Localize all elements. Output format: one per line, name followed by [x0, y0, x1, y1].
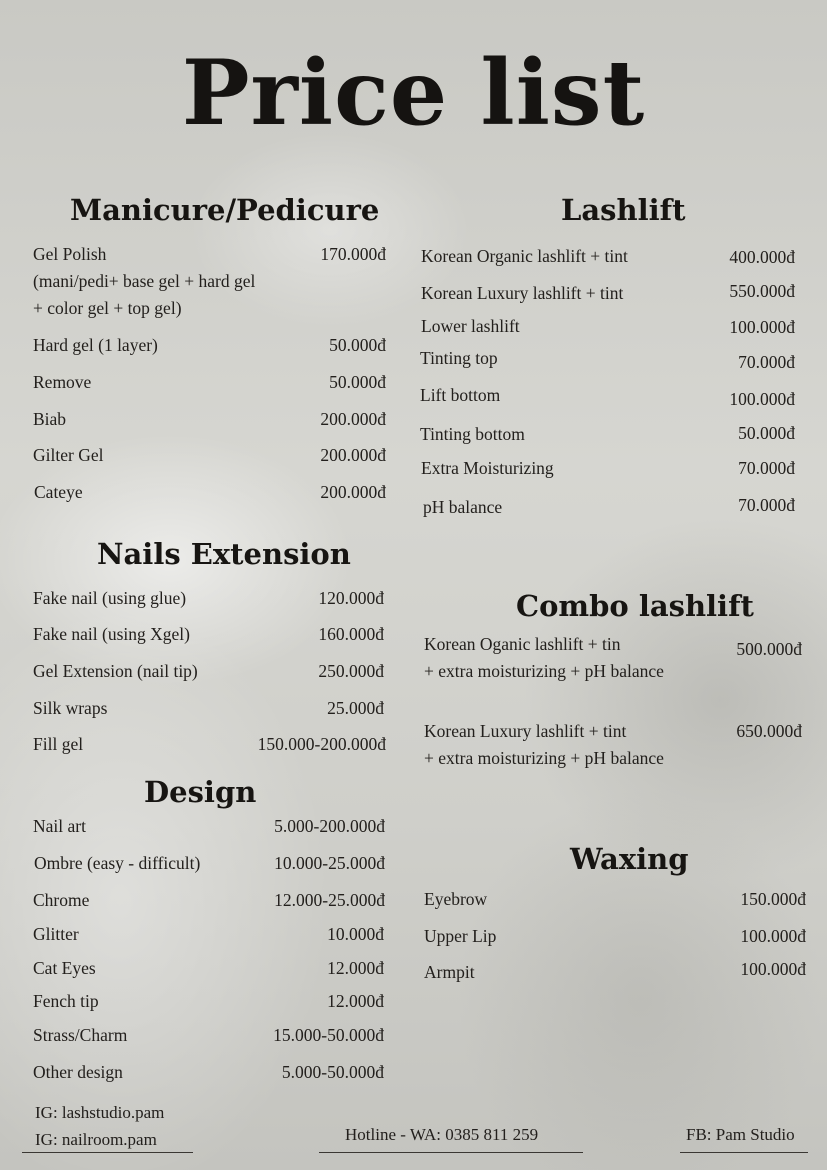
- design-item-price: 10.000đ: [327, 924, 384, 944]
- manicure-item-name: Cateye: [34, 482, 83, 502]
- combo-section-title: Combo lashlift: [516, 589, 754, 623]
- lashlift-item-price: 100.000đ: [729, 389, 795, 409]
- gel-polish-detail: + color gel + top gel): [33, 298, 182, 318]
- instagram-nail-handle: IG: nailroom.pam: [35, 1130, 157, 1149]
- design-item-name: Other design: [33, 1062, 123, 1082]
- design-item-price: 5.000-200.000đ: [274, 816, 385, 836]
- gel-polish-detail: (mani/pedi+ base gel + hard gel: [33, 271, 256, 291]
- manicure-item-name: Gilter Gel: [33, 445, 104, 465]
- waxing-item-price: 100.000đ: [740, 926, 806, 946]
- manicure-item-name: Gel Polish: [33, 244, 107, 264]
- extension-section-title: Nails Extension: [97, 537, 351, 571]
- design-item-price: 15.000-50.000đ: [273, 1025, 384, 1045]
- combo-item-name: Korean Oganic lashlift + tin: [424, 634, 621, 654]
- extension-item-name: Fake nail (using glue): [33, 588, 187, 608]
- combo-item-price: 500.000đ: [736, 639, 802, 659]
- footer-underline: [680, 1152, 808, 1153]
- waxing-item-price: 150.000đ: [740, 889, 806, 909]
- waxing-section-title: Waxing: [570, 842, 689, 876]
- waxing-item-name: Armpit: [424, 962, 475, 982]
- lashlift-item-name: Korean Organic lashlift + tint: [421, 246, 628, 266]
- lashlift-item-name: Tinting bottom: [420, 424, 525, 444]
- lashlift-item-price: 400.000đ: [729, 247, 795, 267]
- footer-underline: [319, 1152, 583, 1153]
- design-item-price: 12.000-25.000đ: [274, 890, 385, 910]
- lashlift-item-name: pH balance: [423, 497, 503, 517]
- combo-item-detail: + extra moisturizing + pH balance: [424, 748, 664, 768]
- manicure-item-price: 170.000đ: [320, 244, 386, 264]
- page-title: Price list: [181, 40, 646, 146]
- design-item-name: Ombre (easy - difficult): [34, 853, 201, 873]
- design-item-price: 5.000-50.000đ: [281, 1062, 384, 1082]
- extension-item-price: 120.000đ: [318, 588, 384, 608]
- lashlift-item-price: 550.000đ: [729, 281, 795, 301]
- extension-item-price: 250.000đ: [318, 661, 384, 681]
- design-item-price: 12.000đ: [327, 991, 384, 1011]
- combo-item-detail: + extra moisturizing + pH balance: [424, 661, 664, 681]
- design-item-name: Fench tip: [33, 991, 99, 1011]
- extension-item-name: Fake nail (using Xgel): [33, 624, 190, 644]
- manicure-item-name: Biab: [33, 409, 67, 429]
- extension-item-name: Silk wraps: [33, 698, 108, 718]
- hotline-text: Hotline - WA: 0385 811 259: [345, 1125, 539, 1144]
- lashlift-item-price: 100.000đ: [729, 317, 795, 337]
- lashlift-item-price: 50.000đ: [738, 423, 795, 443]
- waxing-item-name: Upper Lip: [424, 926, 497, 946]
- extension-item-price: 150.000-200.000đ: [257, 734, 386, 754]
- footer-underline: [22, 1152, 193, 1153]
- design-item-price: 12.000đ: [327, 958, 384, 978]
- extension-item-name: Fill gel: [33, 734, 84, 754]
- combo-item-price: 650.000đ: [736, 721, 802, 741]
- lashlift-item-name: Korean Luxury lashlift + tint: [421, 283, 624, 303]
- lashlift-item-price: 70.000đ: [738, 495, 795, 515]
- manicure-item-price: 50.000đ: [329, 372, 386, 392]
- lashlift-item-name: Lower lashlift: [421, 316, 520, 336]
- manicure-item-price: 200.000đ: [320, 482, 386, 502]
- lashlift-item-name: Tinting top: [420, 348, 498, 368]
- extension-item-price: 25.000đ: [327, 698, 384, 718]
- lashlift-item-price: 70.000đ: [738, 352, 795, 372]
- design-item-price: 10.000-25.000đ: [274, 853, 385, 873]
- extension-item-price: 160.000đ: [318, 624, 384, 644]
- manicure-item-price: 50.000đ: [329, 335, 386, 355]
- manicure-item-name: Remove: [33, 372, 92, 392]
- lashlift-item-name: Lift bottom: [420, 385, 501, 405]
- lashlift-section-title: Lashlift: [561, 193, 686, 227]
- lashlift-item-name: Extra Moisturizing: [421, 458, 554, 478]
- combo-item-name: Korean Luxury lashlift + tint: [424, 721, 627, 741]
- design-item-name: Cat Eyes: [33, 958, 96, 978]
- waxing-item-name: Eyebrow: [424, 889, 488, 909]
- waxing-item-price: 100.000đ: [740, 959, 806, 979]
- extension-item-name: Gel Extension (nail tip): [33, 661, 198, 681]
- manicure-item-price: 200.000đ: [320, 445, 386, 465]
- manicure-item-name: Hard gel (1 layer): [33, 335, 158, 355]
- design-item-name: Nail art: [33, 816, 86, 836]
- lashlift-item-price: 70.000đ: [738, 458, 795, 478]
- design-item-name: Strass/Charm: [33, 1025, 128, 1045]
- instagram-lash-handle: IG: lashstudio.pam: [35, 1103, 165, 1122]
- design-section-title: Design: [144, 775, 257, 809]
- design-item-name: Glitter: [33, 924, 79, 944]
- facebook-handle: FB: Pam Studio: [686, 1125, 795, 1144]
- manicure-section-title: Manicure/Pedicure: [70, 193, 380, 227]
- design-item-name: Chrome: [33, 890, 90, 910]
- manicure-item-price: 200.000đ: [320, 409, 386, 429]
